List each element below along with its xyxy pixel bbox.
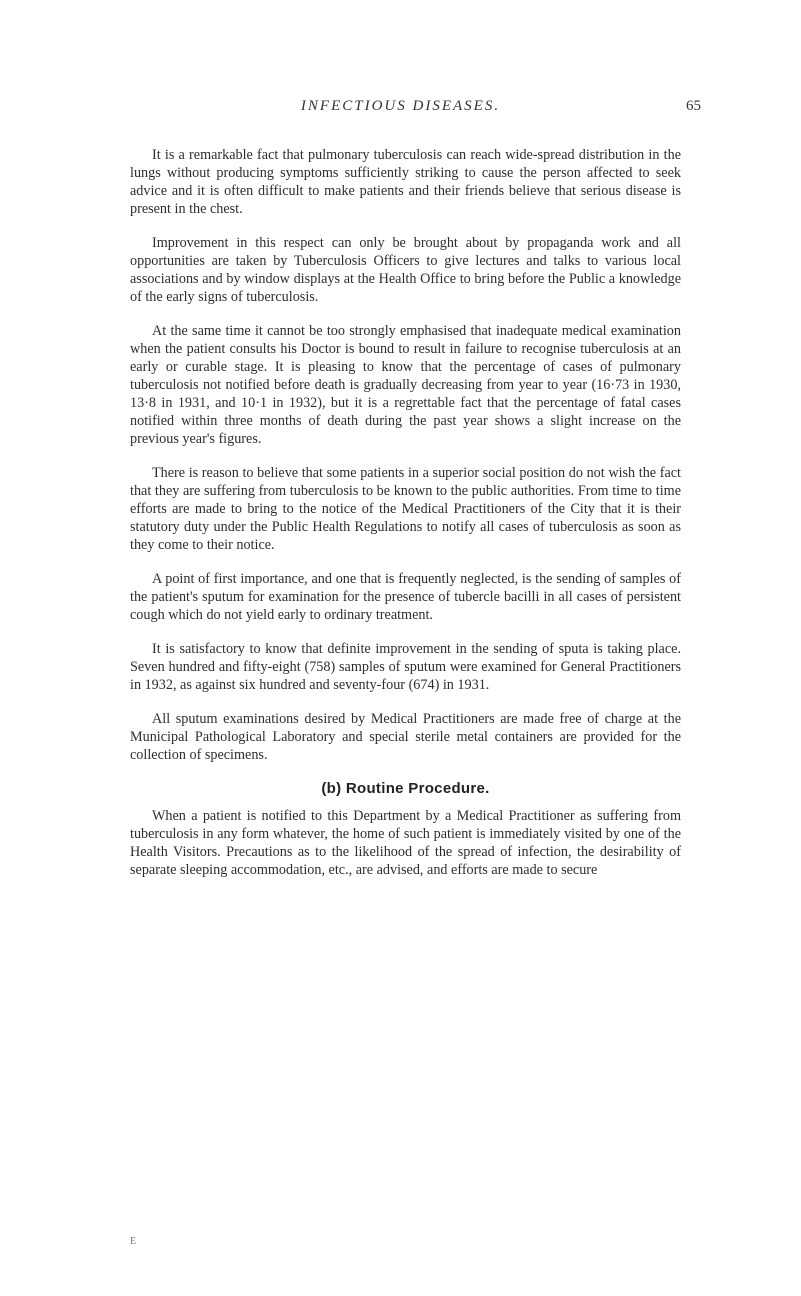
paragraph-pulmonary-spread: It is a remarkable fact that pulmonary tuberculosis can reach wide-spread distribution in the lungs without producing symptoms sufficiently striking to cause the person affected to seek advice and it is often difficult to make patients and their friends believe that serious disease is present in the chest. xyxy=(130,147,681,217)
running-title: INFECTIOUS DISEASES. xyxy=(300,98,501,114)
paragraph-sputum-samples: A point of first importance, and one that is frequently neglected, is the sending of samples of the patient's sputum for examination for the presence of tubercle bacilli in all cases of persistent cough which do not yield early to ordinary treatment. xyxy=(130,571,681,623)
body-text xyxy=(130,146,681,895)
paragraph-medical-examination: At the same time it cannot be too strongly emphasised that inadequate medical examination when the patient consults his Doctor is bound to result in failure to recognise tuberculosis at an early or curable stage. It is pleasing to know that the percentage of cases of pulmonary tuberculosis not notified before death is gradually decreasing from year to year (16·73 in 1930, 13·8 in 1931, and 10·1 in 1932), but it is a regrettable fact that the percentage of fatal cases notified within three months of death during the past year shows a slight increase on the previous year's figures. xyxy=(130,323,681,447)
page-header xyxy=(0,98,801,122)
paragraph-free-examinations: All sputum examinations desired by Medical Practitioners are made free of charge at the Municipal Pathological Laboratory and special sterile metal containers are provided for the collection of specimens. xyxy=(130,711,681,763)
signature-mark: E xyxy=(130,1236,137,1247)
paragraph-notification-duty: There is reason to believe that some patients in a superior social position do not wish the fact that they are suffering from tuberculosis to be known to the public authorities. From time to time efforts are made to bring to the notice of the Medical Practitioners of the City that it is their statutory duty under the Public Health Regulations to notify all cases of tuberculosis as soon as they come to their notice. xyxy=(130,465,681,553)
paragraph-routine-procedure: When a patient is notified to this Department by a Medical Practitioner as suffering from tuberculosis in any form whatever, the home of such patient is immediately visited by one of the Health Visitors. Precautions as to the likelihood of the spread of infection, the desirability of separate sleeping accommodation, etc., are advised, and efforts are made to secure xyxy=(130,808,681,878)
paragraph-propaganda: Improvement in this respect can only be brought about by propaganda work and all opportunities are taken by Tuberculosis Officers to give lectures and talks to various local associations and by window displays at the Health Office to bring before the Public a knowledge of the early signs of tuberculosis. xyxy=(130,235,681,305)
page-number: 65 xyxy=(686,98,701,114)
paragraph-sputum-improvement: It is satisfactory to know that definite improvement in the sending of sputa is taking place. Seven hundred and fifty-eight (758) samples of sputum were examined for General Practitioners in 1932, as against six hundred and seventy-four (674) in 1931. xyxy=(130,641,681,693)
section-heading-routine-procedure: (b) Routine Procedure. xyxy=(321,780,490,797)
